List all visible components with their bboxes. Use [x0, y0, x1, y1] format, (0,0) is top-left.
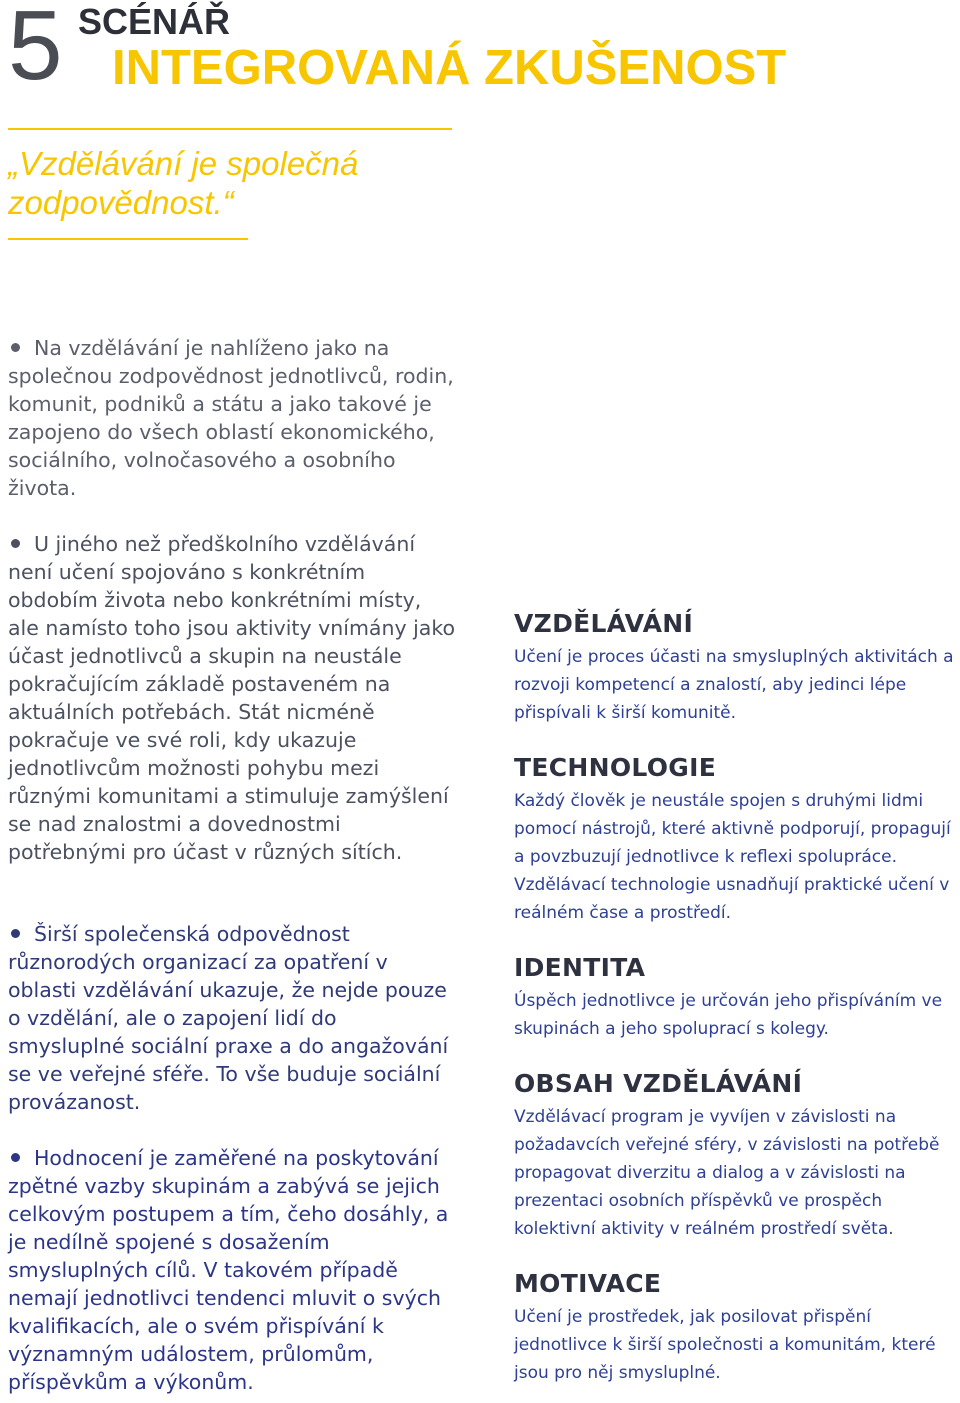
divider-bottom — [8, 238, 248, 240]
sidebar-heading: OBSAH VZDĚLÁVÁNÍ — [514, 1069, 803, 1098]
bullet-paragraph — [8, 530, 458, 866]
sidebar-text: Učení je prostředek, jak posilovat přispění jednotlivce k širší společnosti a komunitám, které jsou pro něj smysluplné. — [514, 1307, 936, 1383]
sidebar-section-motivace — [514, 1267, 958, 1387]
divider-top — [8, 128, 452, 130]
sidebar-text: Učení je proces účasti na smysluplných aktivitách a rozvoji kompetencí a znalostí, aby jedinci lépe přispívali k širší komunitě. — [514, 647, 954, 723]
bullet-text: Na vzdělávání je nahlíženo jako na společnou zodpovědnost jednotlivců, rodin, komunit, podniků a státu a jako takové je zapojeno do všech oblastí ekonomického, sociálního, volnočasového a osobního života. — [8, 336, 454, 500]
bullet-paragraph — [8, 1144, 458, 1396]
sidebar-heading: MOTIVACE — [514, 1269, 662, 1298]
bullet-text: Širší společenská odpovědnost různorodých organizací za opatření v oblasti vzdělávání ukazuje, že nejde pouze o vzdělání, ale o zapojení lidí do smysluplné sociální praxe a do angažování se ve veřejné sféře. To vše buduje sociální provázanost. — [8, 922, 449, 1114]
bullet-text: Hodnocení je zaměřené na poskytování zpětné vazby skupinám a zabývá se jejich celkovým postupem a tím, čeho dosáhly, a je nedílně spojené s dosažením smysluplných cílů. V takovém případě nemají jednotlivci tendenci mluvit o svých kvalifikacích, ale o svém přispívání k významným událostem, průlomům, příspěvkům a výkonům. — [8, 1146, 449, 1394]
sidebar-text: Každý člověk je neustále spojen s druhými lidmi pomocí nástrojů, které aktivně podporují, propagují a povzbuzují jednotlivce k reflexi spolupráce. Vzdělávací technologie usnadňují praktické učení v reálném čase a prostředí. — [514, 791, 951, 923]
bullet-text: U jiného než předškolního vzdělávání není učení spojováno s konkrétním obdobím života nebo konkrétními místy, ale namísto toho jsou aktivity vnímány jako účast jednotlivců a skupin na neustále pokračujícím základě postaveném na aktuálních potřebách. Stát nicméně pokračuje ve své roli, kdy ukazuje jednotlivcům možnosti pohybu mezi různými komunitami a stimuluje zamýšlení se nad znalostmi a dovednostmi potřebnými pro účast v různých sítích. — [8, 532, 456, 864]
sidebar-section-identita — [514, 951, 958, 1043]
sidebar-heading: TECHNOLOGIE — [514, 753, 717, 782]
sidebar-text: Úspěch jednotlivce je určován jeho přispíváním ve skupinách a jeho spoluprací s kolegy. — [514, 991, 943, 1039]
sidebar-definitions — [514, 607, 958, 1387]
bullet-paragraph — [8, 920, 458, 1116]
bullet-icon — [11, 343, 20, 352]
sidebar-section-obsah — [514, 1067, 958, 1243]
scenario-kicker: SCÉNÁŘ — [78, 1, 231, 42]
bullet-icon — [11, 1153, 20, 1162]
sidebar-section-vzdelavani — [514, 607, 958, 727]
bullet-paragraph — [8, 334, 458, 502]
sidebar-heading: IDENTITA — [514, 953, 646, 982]
sidebar-heading: VZDĚLÁVÁNÍ — [514, 609, 694, 638]
pull-quote: „Vzdělávání je společná zodpovědnost.“ — [8, 145, 359, 221]
page-title: INTEGROVANÁ ZKUŠENOST — [112, 41, 787, 95]
bullet-icon — [11, 929, 20, 938]
chapter-number: 5 — [8, 0, 61, 100]
sidebar-text: Vzdělávací program je vyvíjen v závislosti na požadavcích veřejné sféry, v závislosti na potřebě propagovat diverzitu a dialog a v závislosti na prezentaci osobních příspěvků ve prospěch kolektivní aktivity v reálném prostředí světa. — [514, 1107, 940, 1239]
sidebar-section-technologie — [514, 751, 958, 927]
bullet-icon — [11, 539, 20, 548]
